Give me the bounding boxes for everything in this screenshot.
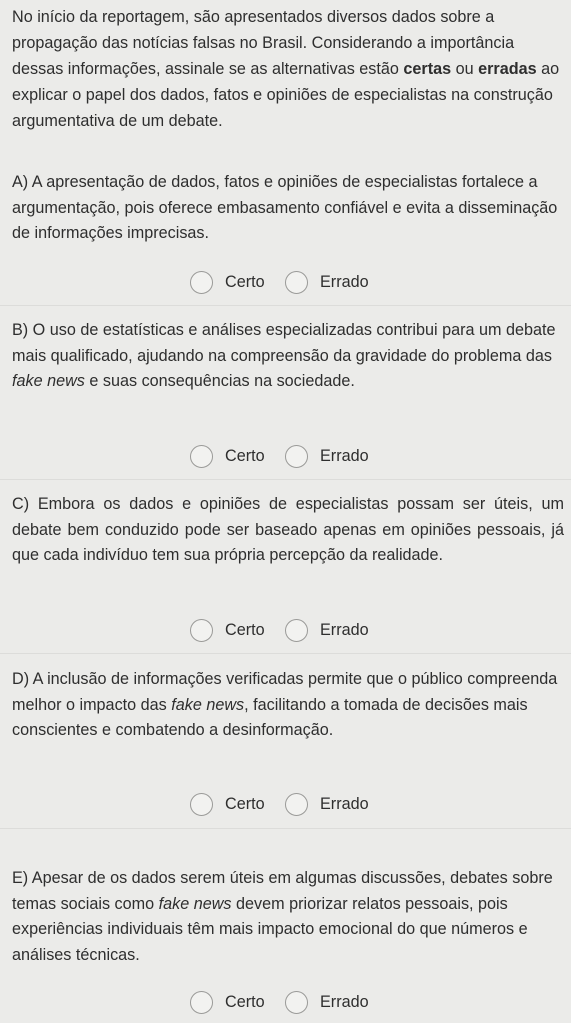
radio-circle-icon[interactable] bbox=[190, 271, 213, 294]
radio-circle-icon[interactable] bbox=[190, 991, 213, 1014]
certo-label: Certo bbox=[225, 620, 265, 639]
radio-circle-icon[interactable] bbox=[190, 619, 213, 642]
radio-circle-icon[interactable] bbox=[285, 991, 308, 1014]
errado-label: Errado bbox=[320, 620, 369, 639]
question-b bbox=[12, 318, 564, 395]
question-c bbox=[12, 492, 564, 569]
divider bbox=[0, 653, 571, 654]
certo-label: Certo bbox=[225, 272, 265, 291]
divider bbox=[0, 479, 571, 480]
question-d-errado-option[interactable] bbox=[285, 790, 369, 818]
question-d-certo-option[interactable] bbox=[190, 790, 265, 818]
question-d-text-after: , facilitando a tomada de decisões mais conscientes e combatendo a desinformação. bbox=[12, 695, 528, 739]
intro-bold-erradas: erradas bbox=[478, 60, 537, 78]
question-c-text: C) Embora os dados e opiniões de especialistas possam ser úteis, um debate bem conduzido pode ser baseado apenas em opiniões pessoais, já que cada indivíduo tem sua própria percepção da realidade. bbox=[12, 495, 564, 564]
question-a-options bbox=[0, 268, 571, 296]
errado-label: Errado bbox=[320, 992, 369, 1011]
question-e-text-before: E) Apesar de os dados serem úteis em algumas discussões, debates sobre temas sociais como bbox=[12, 869, 553, 913]
errado-label: Errado bbox=[320, 794, 369, 813]
intro-paragraph bbox=[12, 0, 568, 134]
question-e-text-after: devem priorizar relatos pessoais, pois experiências individuais têm mais impacto emocional do que números e análises técnicas. bbox=[12, 894, 528, 964]
question-c-errado-option[interactable] bbox=[285, 616, 369, 644]
intro-bold-certas: certas bbox=[403, 60, 452, 78]
divider bbox=[0, 305, 571, 306]
question-b-certo-option[interactable] bbox=[190, 442, 265, 470]
intro-text-1: No início da reportagem, são apresentados diversos dados sobre a propagação das notícias falsas no Brasil. Considerando a importância dessas informações, assinale se as alternativas estão bbox=[12, 8, 515, 78]
intro-text-3: ao explicar o papel dos dados, fatos e opiniões de especialistas na construção argumentativa de um debate. bbox=[12, 60, 560, 130]
question-a-certo-option[interactable] bbox=[190, 268, 265, 296]
question-d-options bbox=[0, 790, 571, 818]
question-b-text-before: B) O uso de estatísticas e análises especializadas contribui para um debate mais qualificado, ajudando na compreensão da gravidade do problema das bbox=[12, 321, 556, 365]
question-c-certo-option[interactable] bbox=[190, 616, 265, 644]
radio-circle-icon[interactable] bbox=[285, 445, 308, 468]
certo-label: Certo bbox=[225, 446, 265, 465]
question-d-text-before: D) A inclusão de informações verificadas permite que o público compreenda melhor o impacto das bbox=[12, 670, 558, 714]
intro-text-2: ou bbox=[451, 60, 479, 78]
question-b-options bbox=[0, 442, 571, 470]
question-e-italic: fake news bbox=[158, 894, 232, 913]
question-e-options bbox=[0, 988, 571, 1016]
errado-label: Errado bbox=[320, 272, 369, 291]
question-a-text: A) A apresentação de dados, fatos e opiniões de especialistas fortalece a argumentação, pois oferece embasamento confiável e evita a disseminação de informações imprecisas. bbox=[12, 173, 558, 242]
certo-label: Certo bbox=[225, 992, 265, 1011]
question-d-italic: fake news bbox=[171, 695, 245, 714]
question-b-text-after: e suas consequências na sociedade. bbox=[84, 372, 355, 390]
question-d bbox=[12, 667, 564, 744]
certo-label: Certo bbox=[225, 794, 265, 813]
radio-circle-icon[interactable] bbox=[190, 445, 213, 468]
question-a-errado-option[interactable] bbox=[285, 268, 369, 296]
question-b-italic: fake news bbox=[12, 372, 85, 390]
radio-circle-icon[interactable] bbox=[190, 793, 213, 816]
question-b-errado-option[interactable] bbox=[285, 442, 369, 470]
question-e bbox=[12, 866, 564, 968]
radio-circle-icon[interactable] bbox=[285, 619, 308, 642]
radio-circle-icon[interactable] bbox=[285, 271, 308, 294]
radio-circle-icon[interactable] bbox=[285, 793, 308, 816]
question-a bbox=[12, 170, 564, 247]
question-c-options bbox=[0, 616, 571, 644]
divider bbox=[0, 828, 571, 829]
question-e-certo-option[interactable] bbox=[190, 988, 265, 1016]
question-e-errado-option[interactable] bbox=[285, 988, 369, 1016]
errado-label: Errado bbox=[320, 446, 369, 465]
